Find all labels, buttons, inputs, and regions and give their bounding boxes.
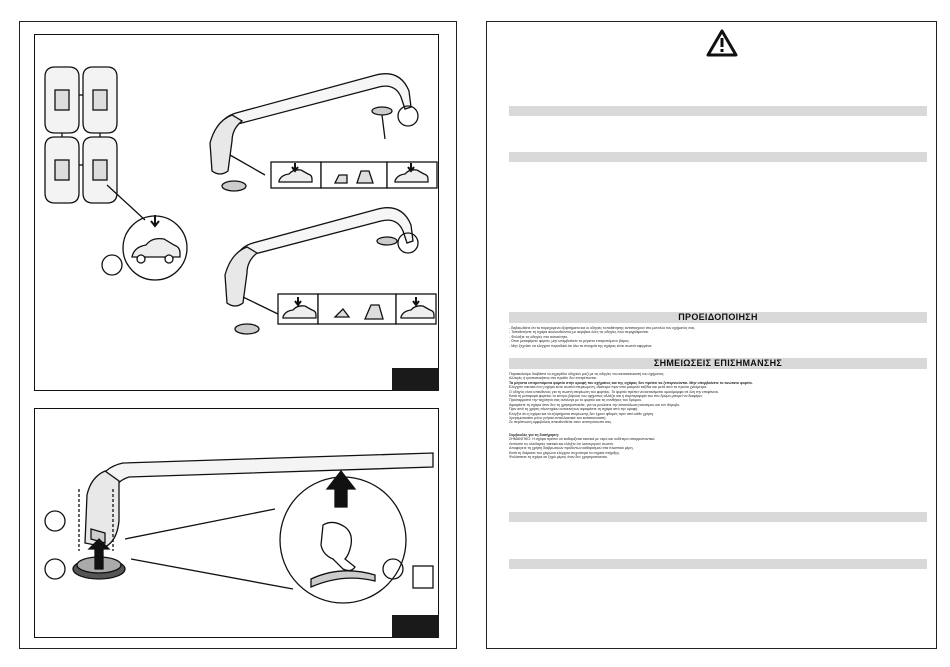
notes-line: Αφαιρέστε τη σχάρα όταν δεν τη χρησιμοποιείτε, για να μειώσετε την κατανάλωση καυσίμου και τον θόρυβο. (509, 402, 681, 407)
installation-diagram-bottom (34, 408, 439, 638)
right-instruction-page (486, 21, 937, 649)
notes-line: Πριν από τη χρήση πλυντηρίου αυτοκινήτων αφαιρέστε τη σχάρα από την οροφή. (509, 407, 639, 412)
notes-line: Φυλάσσετε τη σχάρα σε ξηρό μέρος όταν δεν χρησιμοποιείται. (509, 454, 608, 459)
warning-line: - Βεβαιωθείτε ότι τα παρεχόμενα εξαρτήματα και οι οδηγίες τοποθέτησης αντιστοιχούν στο μοντέλο του οχήματός σας. (509, 326, 696, 330)
notes-line: Συμβουλές για τη διατήρηση: (509, 432, 559, 437)
section-bar-4 (509, 559, 927, 569)
notes-line: Τα μέγιστα επιτρεπόμενα φορτία στην οροφή του οχήματος και της σχάρας δεν πρέπει να ξεπερνιούνται. Μην υπερβαίνετε το ανώτατο φορτίο. (509, 380, 753, 385)
notes-line (509, 425, 927, 433)
notes-line: Παρακαλούμε διαβάστε το εγχειρίδιο οδηγιών μαζί με τις οδηγίες του κατασκευαστή του οχήματος. (509, 372, 665, 376)
page-tab-bottom (392, 615, 439, 638)
notes-line: Ελέγχετε τακτικά ότι η σχάρα είναι σωστά στερεωμένη, ιδιαίτερα πριν από μακρινά ταξίδια και μετά από τα πρώτα χιλιόμετρα. (509, 385, 708, 390)
foot-removal-illustration (35, 409, 438, 637)
notes-line: Προσαρμόστε την ταχύτητά σας ανάλογα με το φορτίο και τις συνθήκες του δρόμου. (509, 398, 642, 403)
notes-line: Κατά τη μεταφορά φορτίου το κέντρο βάρους του οχήματος αλλάζει και η συμπεριφορά του στο δρόμο μπορεί να διαφέρει. (509, 394, 703, 399)
left-instruction-page (19, 21, 457, 649)
heading-notes: ΣΗΜΕΙΩΣΕΙΣ ΕΠΙΣΗΜΑΝΣΗΣ (509, 358, 927, 369)
warning-line: - Τοποθετήστε τη σχάρα ακολουθώντας με ακρίβεια όλες τις οδηγίες που περιγράφονται. (509, 330, 649, 335)
notes-line: Χρησιμοποιείτε μόνο γνήσια ανταλλακτικά του κατασκευαστή. (509, 416, 607, 421)
notes-line: Αλλαγές ή τροποποιήσεις στο προϊόν δεν επιτρέπονται. (509, 376, 598, 381)
page-tab-top (392, 368, 439, 391)
notes-line: ΣΗΜΑΝΤΙΚΟ: Η σχάρα πρέπει να καθαρίζεται τακτικά με νερό και ουδέτερο απορρυπαντικό. (509, 437, 656, 442)
warning-triangle-icon (706, 29, 738, 57)
notes-line: Αποφύγετε τη χρήση διαβρωτικών προϊόντων καθαρισμού στα πλαστικά μέρη. (509, 446, 634, 451)
section-bar-2 (509, 152, 927, 162)
section-bar-1 (509, 106, 927, 116)
notes-line: Λιπάνετε τις κλειδαριές τακτικά και ελέγξτε ότι λειτουργούν σωστά. (509, 441, 614, 446)
notes-line: Σε περίπτωση αμφιβολίας απευθυνθείτε στον αντιπρόσωπό σας. (509, 420, 613, 425)
installation-diagram-top (34, 34, 439, 391)
warning-line: - Μην ξεχνάτε να ελέγχετε περιοδικά ότι όλα τα στοιχεία της σχάρας είναι σωστά σφιγμένα. (509, 343, 653, 348)
warning-text (509, 326, 927, 348)
notes-text (509, 372, 927, 459)
foot-pads-icon (45, 67, 117, 203)
section-bar-3 (509, 512, 927, 522)
roof-rack-illustration-top (35, 35, 438, 390)
warning-line: - Φυλάξτε τις οδηγίες στο αυτοκίνητο. (509, 334, 569, 339)
notes-line: Ο οδηγός είναι υπεύθυνος για τη σωστή στερέωση του φορτίου. Το φορτίο πρέπει να κατανέμεται ομοιόμορφα σε όλη την επιφάνεια. (509, 389, 719, 394)
notes-line: Κατά τη διάρκεια του χειμώνα ελέγχετε συχνότερα τα σημεία στήριξης. (509, 450, 621, 455)
warning-line: - Όταν μεταφέρετε φορτίο, μην υπερβαίνετε το μέγιστο επιτρεπόμενο βάρος. (509, 339, 630, 344)
heading-warning: ΠΡΟΕΙΔΟΠΟΙΗΣΗ (509, 312, 927, 323)
notes-line: Ελέγξτε ότι η σχάρα και τα εξαρτήματα στερέωσης δεν έχουν φθορές πριν από κάθε χρήση. (509, 411, 654, 416)
